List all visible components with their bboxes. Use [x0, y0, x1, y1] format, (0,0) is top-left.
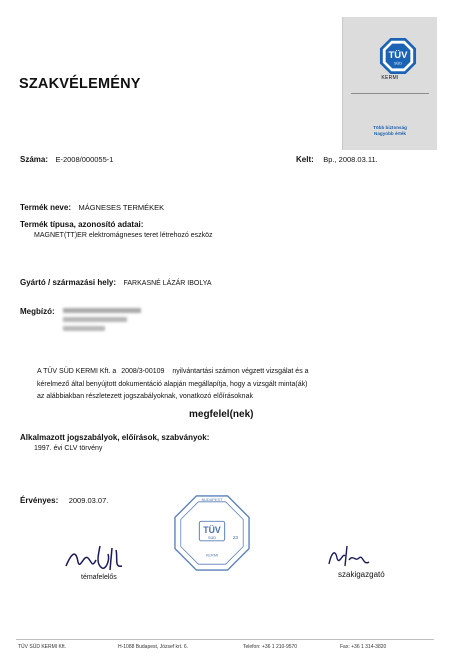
manufacturer-row [20, 272, 212, 290]
logo-sub: SÜD [393, 61, 403, 66]
slogan-line-1: Több biztonság [373, 125, 407, 130]
number-row [20, 149, 113, 167]
manufacturer-label: Gyártó / származási hely: [20, 278, 117, 287]
tuv-logo-icon [379, 37, 417, 75]
tuv-side-panel [342, 17, 437, 150]
footer-phone: Telefon: +36 1 210-9570 [243, 644, 298, 650]
document-title: SZAKVÉLEMÉNY [19, 76, 141, 92]
number-label: Száma: [20, 155, 49, 164]
kermi-label: KERMI [381, 75, 399, 81]
body-line-3: az alábbiakban részletezett jogszabályoknak, vonatkozó előírásoknak [37, 393, 253, 400]
validity-value: 2009.03.07. [68, 496, 109, 505]
product-name-label: Termék neve: [20, 203, 71, 212]
product-type-value: MAGNET(TT)ER elektromágneses teret létrehozó eszköz [34, 232, 213, 239]
product-name-value: MÁGNESES TERMÉKEK [78, 203, 165, 212]
regulations-value: 1997. évi CLV törvény [34, 445, 103, 452]
footer-company: TÜV SÜD KERMI Kft. [18, 644, 67, 650]
product-name-row [20, 197, 164, 215]
registration-number: 2008/3-00109 [121, 368, 165, 375]
role-right: szakigazgató [338, 570, 385, 579]
validity-label: Érvényes: [20, 496, 59, 505]
client-blurred-block [63, 306, 141, 331]
stamp-number: 23 [232, 535, 239, 541]
date-value: Bp., 2008.03.11. [323, 155, 378, 164]
product-type-label: Termék típusa, azonosító adatai: [20, 220, 144, 229]
client-label: Megbízó: [20, 307, 55, 316]
stamp-bottom-text: KERMI [205, 552, 219, 558]
number-value: E-2008/000055-1 [55, 155, 114, 164]
stamp-top-text: BUDAPEST [201, 496, 223, 502]
side-divider [351, 93, 429, 94]
body-line-2: kérelmező által benyújtott dokumentáció alapján megállapítja, hogy a vizsgált minta(ák) [37, 381, 308, 388]
slogan-line-2: Nagyobb érték [374, 131, 406, 136]
footer-address: H-1088 Budapest, József krt. 6. [118, 644, 189, 650]
verdict: megfelel(nek) [189, 409, 254, 420]
role-left: témafelelős [81, 574, 117, 581]
manufacturer-value: FARKASNÉ LÁZÁR IBOLYA [123, 280, 212, 287]
body-line-1-b: nyilvántartási számon végzett vizsgálat és a [172, 368, 309, 375]
date-row [296, 149, 378, 167]
official-stamp [173, 494, 251, 572]
signature-right-image [325, 540, 375, 572]
logo-text: TÜV [388, 49, 408, 61]
stamp-center-text: TÜV [203, 525, 221, 535]
signature-left-image [62, 540, 142, 576]
date-label: Kelt: [296, 155, 314, 164]
body-line-1-a: A TÜV SÜD KERMI Kft. a [37, 368, 117, 375]
footer-fax: Fax: +36 1 314-3820 [340, 644, 387, 650]
regulations-label: Alkalmazott jogszabályok, előírások, szabványok: [20, 433, 210, 442]
stamp-sub-text: SÜD [207, 534, 217, 540]
slogan [343, 125, 437, 137]
validity-row [20, 490, 108, 508]
footer-divider [16, 639, 434, 640]
body-line-1 [37, 368, 427, 375]
